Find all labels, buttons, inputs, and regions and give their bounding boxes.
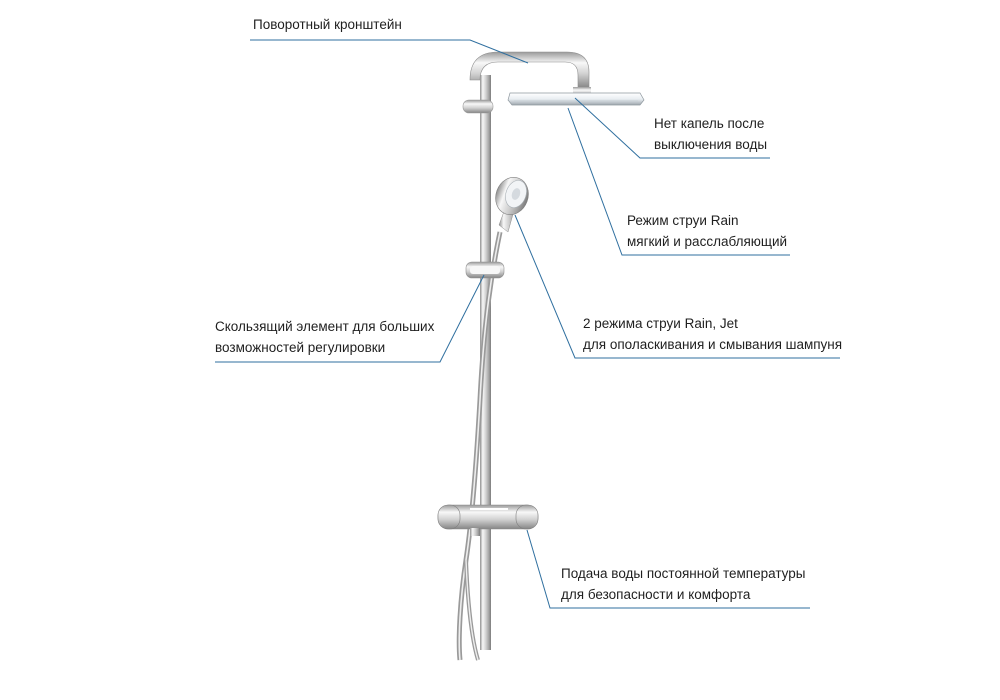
callout-two-modes-line1: 2 режима струи Rain, Jet [583, 316, 738, 331]
callout-thermostat-line1: Подача воды постоянной температуры [561, 566, 806, 581]
callout-thermostat-line2: для безопасности и комфорта [561, 587, 751, 602]
rain-shower-head [508, 87, 644, 105]
callout-rain-mode-line1: Режим струи Rain [627, 213, 739, 228]
callout-no-drip-line1: Нет капель после [654, 116, 765, 131]
callout-slider-line1: Скользящий элемент для больших [215, 319, 435, 334]
callout-thermostat [561, 563, 806, 605]
sliding-holder [466, 262, 504, 278]
callout-rain-mode [627, 210, 787, 252]
hand-shower [490, 173, 533, 232]
callout-slider [215, 316, 434, 358]
callout-two-modes [583, 313, 842, 355]
callout-slider-line2: возможностей регулировки [215, 340, 386, 355]
callout-swivel-bracket [253, 14, 402, 35]
hand-shower-hose [459, 232, 500, 660]
top-bracket [463, 100, 493, 113]
callout-no-drip-line2: выключения воды [654, 137, 768, 152]
callout-rain-mode-line2: мягкий и расслабляющий [627, 234, 788, 249]
callout-swivel-bracket-line1: Поворотный кронштейн [253, 17, 402, 32]
callout-two-modes-line2: для ополаскивания и смывания шампуня [583, 337, 843, 352]
callout-no-drip [654, 113, 767, 155]
